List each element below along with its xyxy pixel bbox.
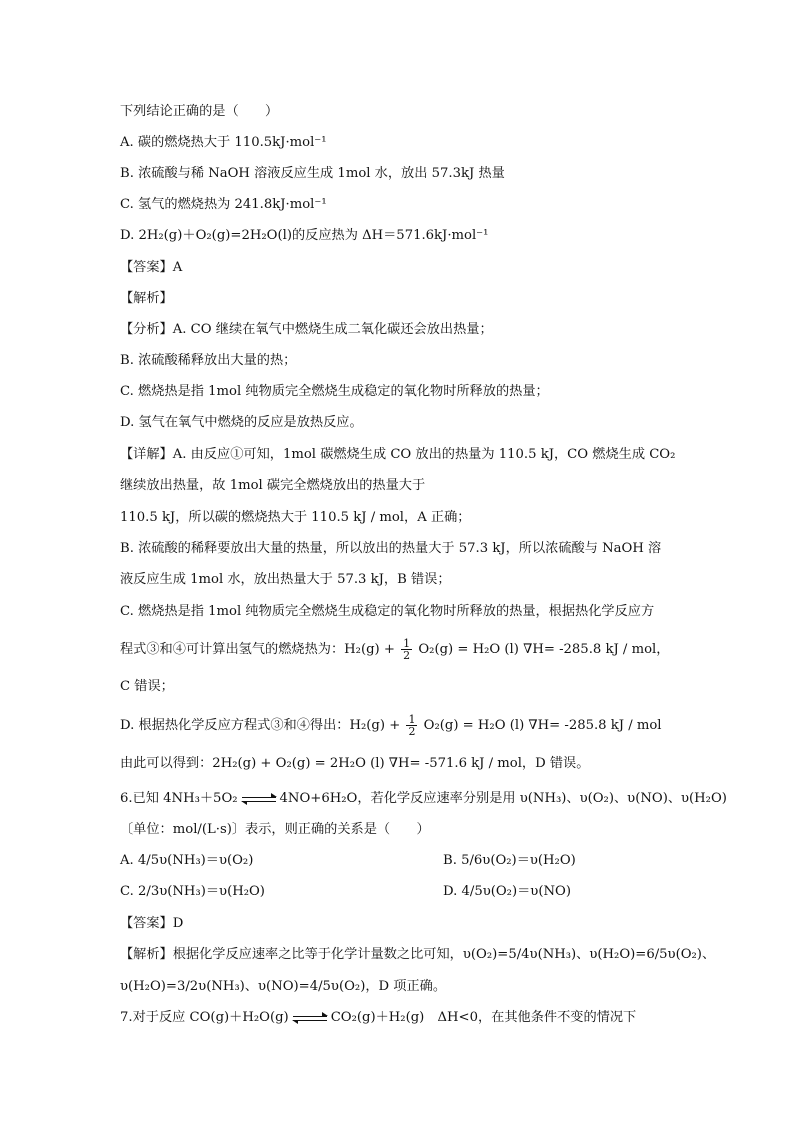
q5-answer: 【答案】A: [120, 260, 183, 275]
reversible-arrow-icon: [293, 1013, 327, 1023]
q6-stem-line-2: 〔单位：mol/(L·s)〕表示，则正确的关系是（ ）: [120, 822, 430, 837]
q5-detail-line-7-text: 程式③和④可计算出氢气的燃烧热为：H₂(g) +: [120, 642, 395, 657]
q5-detail-line-10: 由此可以得到：2H₂(g) + O₂(g) = 2H₂O (l) ∇H= -571.6 kJ / mol，D 错误。: [120, 756, 590, 771]
q5-detail-line-9-text: D. 根据热化学反应方程式③和④得出：H₂(g) +: [120, 718, 401, 733]
q6-analysis-line-2: υ(H₂O)=3/2υ(NH₃)、υ(NO)=4/5υ(O₂)，D 项正确。: [120, 979, 447, 994]
q7-stem-part-1: 7.对于反应 CO(g)＋H₂O(g): [120, 1010, 289, 1025]
q5-detail-line-1: 【详解】A. 由反应①可知，1mol 碳燃烧生成 CO 放出的热量为 110.5 kJ，CO 燃烧生成 CO₂: [120, 447, 676, 462]
q5-option-b: B. 浓硫酸与稀 NaOH 溶液反应生成 1mol 水，放出 57.3kJ 热量: [120, 166, 505, 181]
q6-stem-part-2: 4NO+6H₂O，若化学反应速率分别是用 υ(NH₃)、υ(O₂)、υ(NO)、υ(H₂O): [279, 791, 727, 806]
fraction-numerator: 1: [408, 713, 416, 726]
q5-detail-line-7: [120, 638, 669, 661]
q7-stem: [120, 1008, 636, 1028]
q5-detail-line-2: 继续放出热量，故 1mol 碳完全燃烧放出的热量大于: [120, 478, 426, 493]
q5-analysis-heading: 【解析】: [120, 291, 173, 306]
q5-detail-line-3: 110.5 kJ，所以碳的燃烧热大于 110.5 kJ / mol，A 正确；: [120, 510, 471, 525]
q5-detail-line-4: B. 浓硫酸的稀释要放出大量的热量，所以放出的热量大于 57.3 kJ，所以浓硫酸与 NaOH 溶: [120, 541, 662, 556]
q5-stem: 下列结论正确的是（ ）: [120, 104, 279, 119]
q6-stem: [120, 789, 727, 809]
q6-option-d: D. 4/5υ(O₂)＝υ(NO): [443, 884, 571, 899]
fraction-one-half: [401, 638, 412, 661]
q6-options-row-2: [120, 882, 680, 902]
q6-options-row-1: [120, 851, 680, 871]
q5-detail-line-6: C. 燃烧热是指 1mol 纯物质完全燃烧生成稳定的氧化物时所释放的热量，根据热化学反应方: [120, 604, 655, 619]
q5-detail-line-9: [120, 714, 662, 737]
reversible-arrow-icon: [242, 794, 276, 804]
q5-fenxi-line-1: 【分析】A. CO 继续在氧气中燃烧生成二氧化碳还会放出热量；: [120, 322, 493, 337]
q6-option-b: B. 5/6υ(O₂)＝υ(H₂O): [443, 853, 576, 868]
q5-detail-line-5: 液反应生成 1mol 水，放出热量大于 57.3 kJ，B 错误；: [120, 572, 451, 587]
q5-option-d: D. 2H₂(g)＋O₂(g)=2H₂O(l)的反应热为 ΔH＝571.6kJ·mol⁻¹: [120, 228, 489, 243]
fraction-numerator: 1: [403, 637, 411, 650]
q5-detail-line-9-equation: O₂(g) = H₂O (l) ∇H= -285.8 kJ / mol: [423, 718, 662, 733]
q5-option-a: A. 碳的燃烧热大于 110.5kJ·mol⁻¹: [120, 135, 327, 150]
q5-fenxi-line-3: C. 燃烧热是指 1mol 纯物质完全燃烧生成稳定的氧化物时所释放的热量；: [120, 384, 549, 399]
q5-fenxi-line-4: D. 氢气在氧气中燃烧的反应是放热反应。: [120, 415, 363, 430]
q5-fenxi-line-2: B. 浓硫酸稀释放出大量的热；: [120, 353, 297, 368]
fraction-denominator: 2: [408, 725, 416, 738]
q6-option-a: A. 4/5υ(NH₃)＝υ(O₂): [120, 853, 254, 868]
fraction-denominator: 2: [403, 649, 411, 662]
q5-detail-line-8: C 错误；: [120, 679, 174, 694]
q7-stem-part-2: CO₂(g)＋H₂(g) ΔH<0，在其他条件不变的情况下: [330, 1010, 637, 1025]
q6-analysis-line-1: 【解析】根据化学反应速率之比等于化学计量数之比可知，υ(O₂)=5/4υ(NH₃)、υ(H₂O)=6/5υ(O₂)、: [120, 947, 716, 962]
q5-option-c: C. 氢气的燃烧热为 241.8kJ·mol⁻¹: [120, 197, 327, 212]
q5-detail-line-7-equation: O₂(g) = H₂O (l) ∇H= -285.8 kJ / mol，: [418, 642, 670, 657]
q6-option-c: C. 2/3υ(NH₃)＝υ(H₂O): [120, 884, 265, 899]
q6-stem-part-1: 6.已知 4NH₃＋5O₂: [120, 791, 238, 806]
q6-answer: 【答案】D: [120, 916, 184, 931]
fraction-one-half: [406, 714, 417, 737]
